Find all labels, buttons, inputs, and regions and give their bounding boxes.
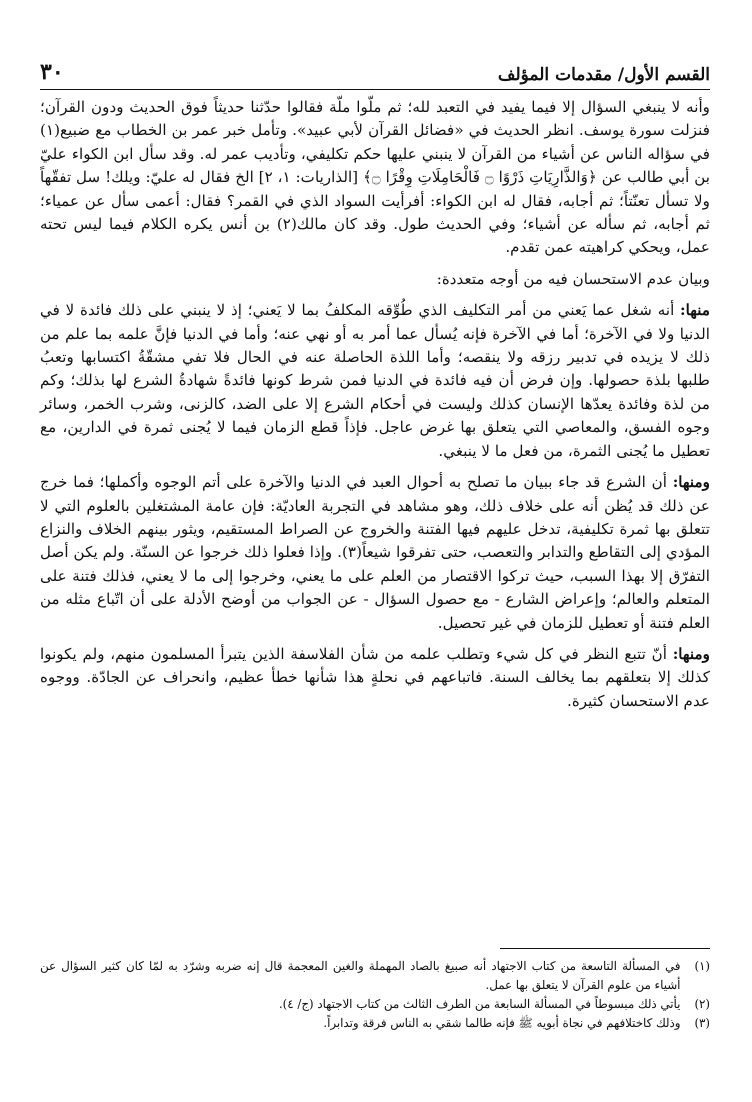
page-header bbox=[40, 58, 710, 90]
footnote-text: في المسألة التاسعة من كتاب الاجتهاد أنه صبيغ بالصاد المهملة والغين المعجمة قال إنه ضربه وشرّد به لمّا كان كثير السؤال عن أشياء من علوم القرآن لا يتعلق بها عمل. bbox=[40, 959, 681, 992]
footnote-number: (٣) bbox=[694, 1016, 710, 1030]
paragraph-4-text: أن الشرع قد جاء ببيان ما تصلح به أحوال العبد في الدنيا والآخرة على أتم الوجوه وأكملها؛ فما خرج عن ذلك قد يُظن أنه على خلاف ذلك، وهو مشاهد في التجربة العاديّة: فإن عامة المشتغلين بالعلوم التي لا تتعلق بها ثمرة تكليفية، تدخل عليهم فيها الفتنة والخروج عن الصراط المستقيم، ويثور بينهم الخلاف والنزاع المؤدي إلى التقاطع والتدابر والتعصب، حتى تفرقوا شيعاً(٣). وإذا فعلوا ذلك خرجوا عن السنّة. ولم يكن أصل التفرّق إلا بهذا السبب، حيث تركوا الاقتصار من العلم على ما يعني، وخرجوا إلى ما لا يعني، فذلك فتنة على المتعلم والعالم؛ وإعراض الشارع - مع حصول السؤال - عن الجواب من أوضح الأدلة على أن اتّباع مثله من العلم فتنة أو تعطيل للزمان في غير تحصيل. bbox=[40, 473, 711, 632]
footnote-3 bbox=[40, 1014, 710, 1033]
paragraph-3-lead: منها: bbox=[680, 301, 710, 320]
paragraph-3 bbox=[40, 299, 710, 463]
footnote-divider bbox=[500, 948, 710, 949]
paragraph-2: وبيان عدم الاستحسان فيه من أوجه متعددة: bbox=[436, 269, 710, 288]
main-text bbox=[40, 96, 710, 721]
paragraph-4-lead: ومنها: bbox=[672, 473, 710, 492]
footnote-1 bbox=[40, 957, 710, 995]
footnote-number: (٢) bbox=[694, 997, 710, 1011]
page-number: ٣٠ bbox=[40, 59, 64, 85]
footnote-number: (١) bbox=[694, 959, 710, 973]
footnote-2 bbox=[40, 995, 710, 1014]
footnotes bbox=[40, 948, 710, 1033]
running-title: القسم الأول/ مقدمات المؤلف bbox=[497, 65, 710, 85]
paragraph-3-text: أنه شغل عما يَعني من أمر التكليف الذي طُوِّقه المكلفُ بما لا يَعني؛ إذ لا ينبني على ذلك فائدة لا في الدنيا ولا في الآخرة؛ أما في الآخرة فإنه يُسأل عما أمر به أو نهي عنه؛ وأما في الدنيا فإنَّ علمه بما علم من ذلك لا يزيده في تدبير رزقه ولا ينقصه؛ وأما اللذة الحاصلة عنه في الحال فلا تفي مشقّةُ اكتسابها وتعبُ طلبها بلذة حصولها. وإن فرض أن فيه فائدة في الدنيا فمن شرط كونها فائدةً شهادةُ الشرع لها بذلك؛ وكم من لذة وفائدة يعدّها الإنسان كذلك وليست في أحكام الشرع إلا على الضد، كالزنى، وشرب الخمر، وسائر وجوه الفسق، والمعاصي التي يتعلق بها غرض عاجل. فإذاً قطع الزمان فيما لا يُجنى ثمرة في الدارين، مع تعطيل ما يُجنى الثمرة، من فعل ما لا ينبغي. bbox=[40, 301, 710, 460]
paragraph-5-lead: ومنها: bbox=[672, 644, 710, 663]
paragraph-5 bbox=[40, 643, 710, 713]
footnote-text: يأتي ذلك مبسوطاً في المسألة السابعة من الطرف الثالث من كتاب الاجتهاد (ج/ ٤). bbox=[278, 997, 681, 1011]
footnote-text: وذلك كاختلافهم في نجاة أبويه ﷺ فإنه طالما شقي به الناس فرقة وتدابراً. bbox=[323, 1016, 681, 1030]
paragraph-1: وأنه لا ينبغي السؤال إلا فيما يفيد في التعبد لله؛ ثم ملّوا ملّة فقالوا حدّثنا حديثاً فوق الحديث ودون القرآن؛ فنزلت سورة يوسف. انظر الحديث في «فضائل القرآن لأبي عبيد». وتأمل خبر عمر بن الخطاب مع ضبيع(١) في سؤاله الناس عن أشياء من القرآن لا ينبني عليها حكم تكليفي، وتأديب عمر له. وقد سأل ابن الكواء عليّ بن أبي طالب عن ﴿وَالذَّارِيَاتِ ذَرْوًا ۝ فَالْحَامِلَاتِ وِقْرًا ۝﴾ [الذاريات: ١، ٢] الخ فقال له عليّ: ويلك! سل تفقّهاً ولا تسأل تعنّتاً؛ ثم أجابه، فقال له ابن الكواء: أفرأيت السواد الذي في القمر؟ فقال: أعمى سأل عن عمياء؛ ثم أجابه، ثم سأله عن أشياء؛ وفي الحديث طول. وقد كان مالك(٢) بن أنس يكره الكلام فيما ليس تحته عمل، ويحكي كراهيته عمن تقدم. bbox=[40, 98, 711, 257]
paragraph-4 bbox=[40, 471, 710, 635]
paragraph-5-text: أنّ تتبع النظر في كل شيء وتطلب علمه من شأن الفلاسفة الذين يتبرأ المسلمون منهم، ولم يكونوا كذلك إلا بتعلقهم بما يخالف السنة. فاتباعهم في نحلةٍ هذا شأنها خطأ عظيم، وانحراف عن الجادّة. ووجوه عدم الاستحسان كثيرة. bbox=[40, 644, 710, 710]
